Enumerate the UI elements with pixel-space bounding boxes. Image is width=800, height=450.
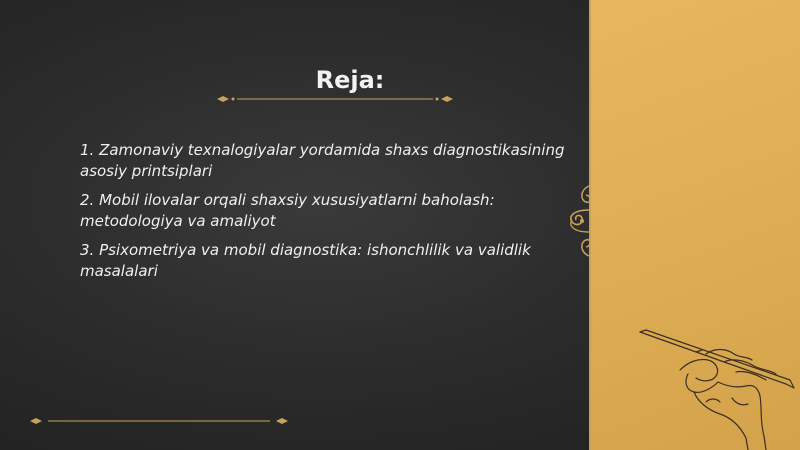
agenda-item: 1. Zamonaviy texnalogiyalar yordamida shaxs diagnostikasining asosiy printsiplari — [80, 141, 565, 180]
vertical-scroll-ornament — [562, 180, 592, 262]
agenda-list — [80, 140, 570, 290]
agenda-item: 2. Mobil ilovalar orqali shaxsiy xususiyatlarni baholash: metodologiya va amaliyot — [80, 191, 495, 230]
slide-title: Reja: — [315, 66, 385, 94]
title-underline-ornament — [215, 94, 455, 104]
bottom-line-ornament — [28, 416, 290, 426]
agenda-item: 3. Psixometriya va mobil diagnostika: ishonchlilik va validlik masalalari — [80, 241, 531, 280]
hand-holding-pen-illustration — [636, 326, 800, 450]
